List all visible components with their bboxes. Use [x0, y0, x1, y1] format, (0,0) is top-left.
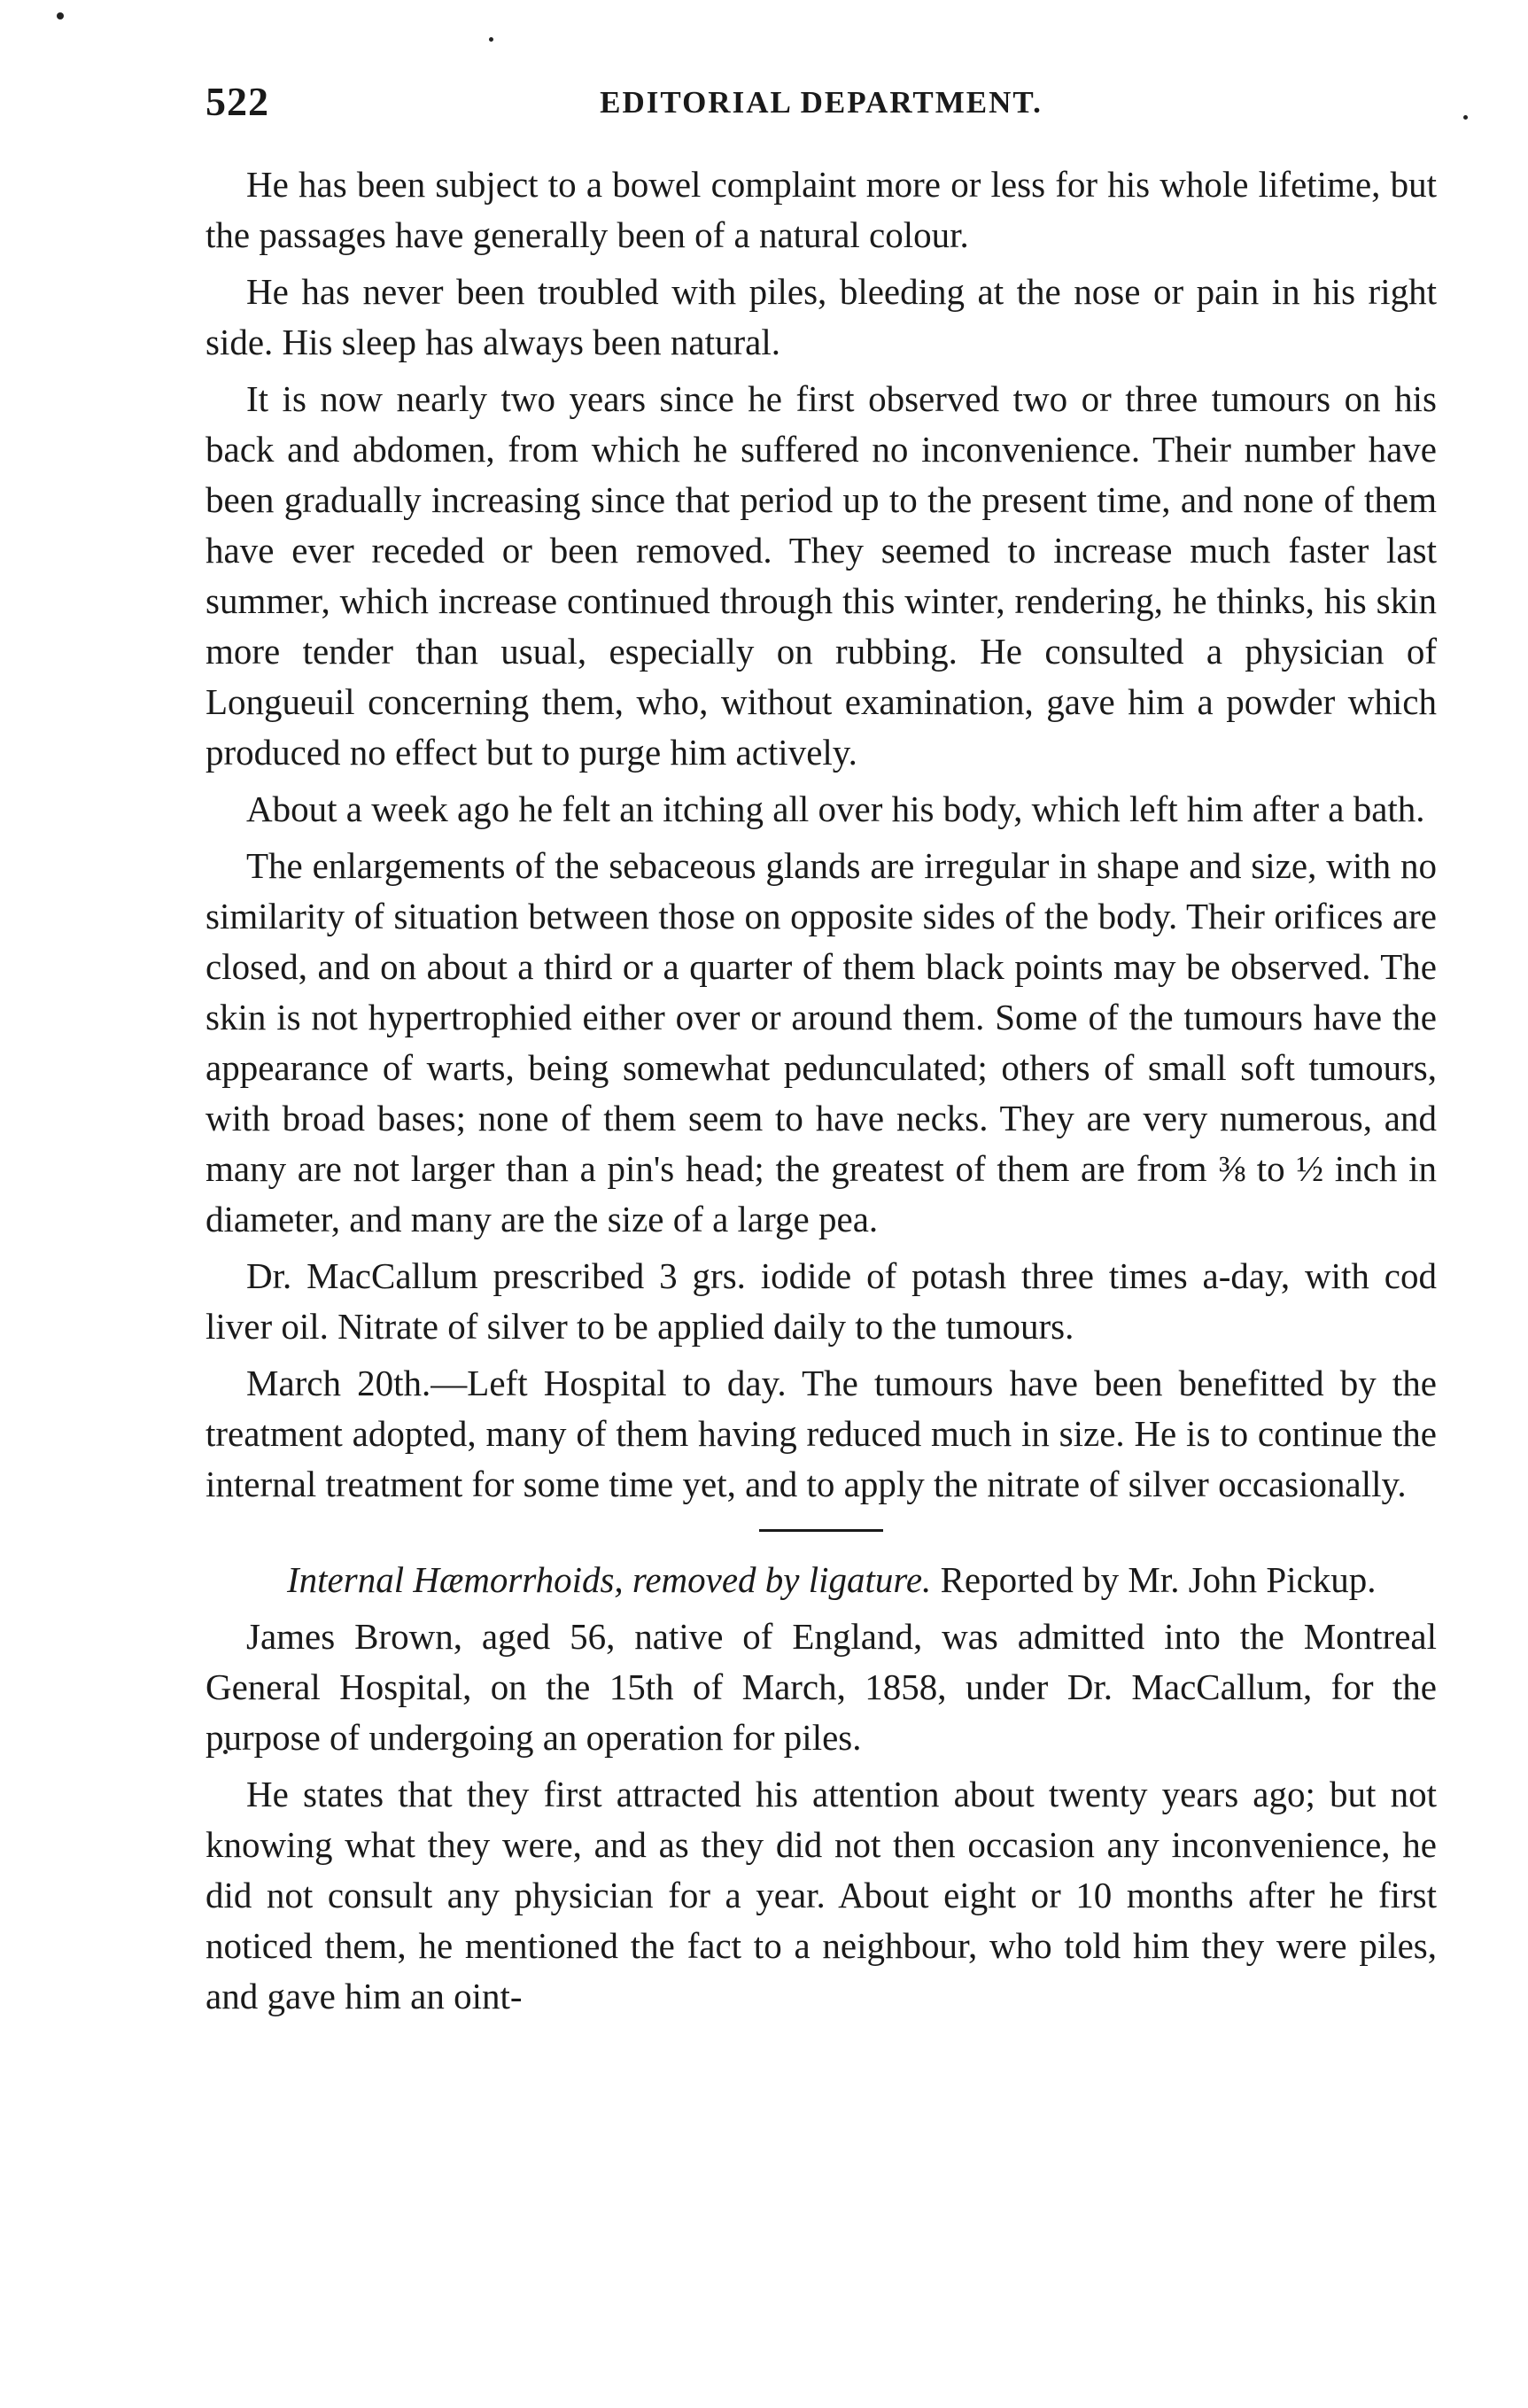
paragraph: He states that they first attracted his attention about twenty years ago; but not knowing what they were, and as they did not then occasion any inconvenience, he did not consult any physician for a year. About eight or 10 months after he first noticed them, he mentioned the fact to a neighbour, who told him they were piles, and gave him an oint-: [206, 1774, 1437, 2016]
paragraph: He has never been troubled with piles, bleeding at the nose or pain in his right side. His sleep has always been natural.: [206, 271, 1437, 362]
page-header: [206, 78, 1437, 140]
report-byline: Reported by Mr. John Pickup.: [940, 1559, 1377, 1600]
paragraph: It is now nearly two years since he first observed two or three tumours on his back and abdomen, from which he suffered no inconvenience. Their number have been gradually increasing since that period up to the present time, and none of them have ever receded or been removed. They seemed to increase much faster last summer, which increase continued through this winter, rendering, he thinks, his skin more tender than usual, especially on rubbing. He consulted a physician of Longueuil concerning them, who, without examination, gave him a powder which produced no effect but to purge him actively.: [206, 378, 1437, 773]
report-title: Internal Hæmorrhoids, removed by ligature.: [287, 1559, 932, 1600]
paragraph: Dr. MacCallum prescribed 3 grs. iodide of potash three times a-day, with cod liver oil. Nitrate of silver to be applied daily to the tumours.: [206, 1255, 1437, 1347]
paragraph: About a week ago he felt an itching all over his body, which left him after a bath.: [246, 788, 1425, 829]
article-body: [206, 159, 1437, 2028]
running-head: EDITORIAL DEPARTMENT.: [600, 85, 1043, 120]
print-speck: [1463, 115, 1468, 120]
report-heading: [206, 1555, 1437, 1605]
paragraph: James Brown, aged 56, native of England, was admitted into the Montreal General Hospital, on the 15th of March, 1858, under Dr. MacCallum, for the purpose of undergoing an operation for piles.: [206, 1616, 1437, 1758]
paragraph: The enlargements of the sebaceous glands are irregular in shape and size, with no similarity of situation between those on opposite sides of the body. Their orifices are closed, and on about a third or a quarter of them black points may be observed. The skin is not hypertrophied either over or around them. Some of the tumours have the appearance of warts, being somewhat pedunculated; others of small soft tumours, with broad bases; none of them seem to have necks. They are very numerous, and many are not larger than a pin's head; the greatest of them are from ⅜ to ½ inch in diameter, and many are the size of a large pea.: [206, 845, 1437, 1239]
section-divider: [759, 1529, 883, 1532]
paragraph: He has been subject to a bowel complaint more or less for his whole lifetime, but the passages have generally been of a natural colour.: [206, 164, 1437, 255]
page-number: 522: [206, 79, 269, 124]
paragraph: March 20th.—Left Hospital to day. The tumours have been benefitted by the treatment adopted, many of them having reduced much in size. He is to continue the internal treatment for some time yet, and to apply the nitrate of silver occasionally.: [206, 1363, 1437, 1504]
print-speck: [57, 12, 64, 19]
print-speck: [489, 37, 493, 42]
